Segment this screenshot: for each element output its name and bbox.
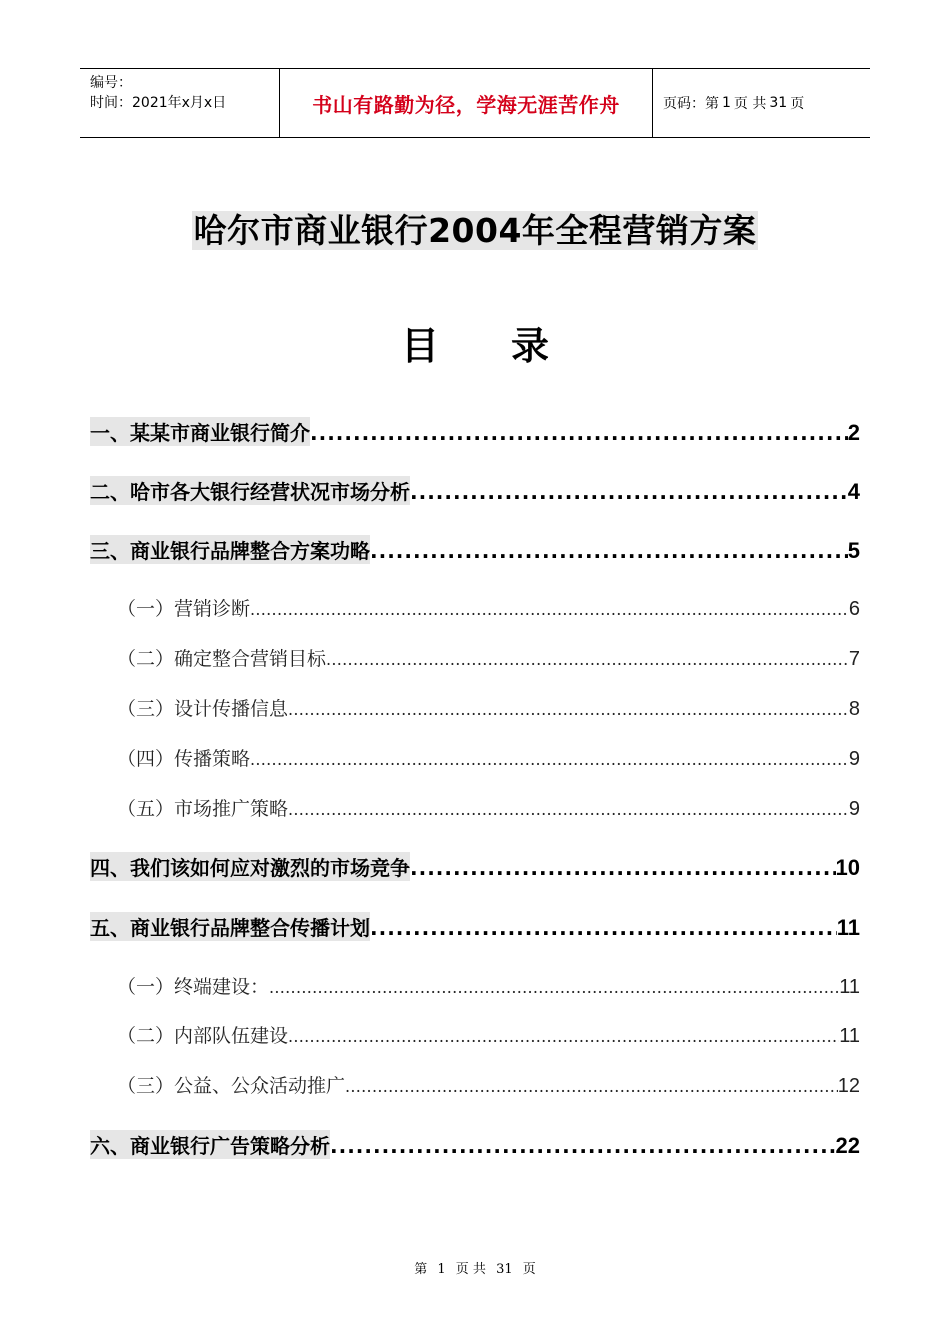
toc-entry[interactable] [90,535,860,564]
toc-leader-dots [370,539,848,563]
toc-heading [0,315,950,370]
document-title-text: 哈尔市商业银行2004年全程营销方案 [193,211,757,250]
number-label: 编号： [90,75,132,91]
header-page-cell [653,69,870,137]
toc-entry[interactable] [117,644,860,671]
toc-leader-dots [288,1027,839,1046]
toc-entry-page: 12 [837,1075,860,1097]
toc-leader-dots [345,1077,838,1096]
document-title [0,205,950,252]
toc-entry-page: 9 [848,748,860,770]
toc-entry[interactable] [117,694,860,721]
toc-leader-dots [269,978,839,997]
header-page-current: 1 [722,95,731,111]
toc-entry-page: 11 [839,976,860,998]
toc-entry-page: 8 [848,698,860,720]
toc-entry-page: 11 [839,1025,860,1047]
toc-entry-label: 五、商业银行品牌整合传播计划 [90,912,370,941]
toc-entry-page: 4 [847,479,860,504]
toc-entry[interactable] [117,972,860,999]
toc-entry[interactable] [90,417,860,446]
header-motto-cell [280,69,653,137]
toc-entry-page: 22 [835,1133,860,1158]
toc-entry-page: 11 [836,915,860,940]
footer-suffix: 页 [522,1262,536,1277]
toc-entry-page: 7 [848,648,860,670]
toc-entry-label: 一、某某市商业银行简介 [90,417,310,446]
toc-entry-label: 三、商业银行品牌整合方案功略 [90,535,370,564]
header-meta-cell [80,69,280,137]
toc-leader-dots [288,800,849,819]
time-label: 时间：2021年x月x日 [90,95,227,111]
header-page-prefix: 页码：第 [663,96,719,112]
footer-current: 1 [437,1262,446,1277]
toc-entry-label: （三）公益、公众活动推广 [117,1075,346,1097]
toc-leader-dots [326,650,849,669]
toc-leader-dots [330,1134,836,1158]
toc-entry-page: 5 [847,538,860,563]
toc-entry[interactable] [117,744,860,771]
toc-leader-dots [370,916,837,940]
toc-leader-dots [310,421,848,445]
toc-entry[interactable] [117,1021,860,1048]
toc-entry-label: 四、我们该如何应对激烈的市场竞争 [90,852,410,881]
footer-mid: 页 共 [455,1262,486,1277]
toc-entry-page: 9 [848,798,860,820]
toc-entry-label: （一）终端建设： [117,976,270,998]
toc-entry-label: （五）市场推广策略 [117,798,289,820]
toc-entry-page: 10 [835,855,860,880]
toc-entry[interactable] [90,1130,860,1159]
toc-entry[interactable] [90,476,860,505]
toc-entry-label: 六、商业银行广告策略分析 [90,1130,330,1159]
toc-leader-dots [410,480,848,504]
toc-entry-page: 6 [848,598,860,620]
page-footer [0,1258,950,1277]
toc-entry-label: （二）内部队伍建设 [117,1025,289,1047]
toc-entry[interactable] [117,594,860,621]
toc-heading-left: 目 [400,324,439,368]
toc-entry-label: 二、哈市各大银行经营状况市场分析 [90,476,410,505]
toc-entry-page: 2 [847,420,860,445]
toc-entry-label: （一）营销诊断 [117,598,251,620]
header-page-mid: 页 共 [733,96,767,112]
toc-entry-label: （二）确定整合营销目标 [117,648,327,670]
toc-entry[interactable] [117,1071,860,1098]
toc-leader-dots [250,600,849,619]
page-header-table [80,68,870,138]
toc-leader-dots [288,700,849,719]
footer-prefix: 第 [414,1262,428,1277]
toc-entry[interactable] [90,912,860,941]
toc-entry-label: （四）传播策略 [117,748,251,770]
footer-total: 31 [496,1262,513,1277]
toc-entry-label: （三）设计传播信息 [117,698,289,720]
header-page-suffix: 页 [790,96,805,112]
toc-leader-dots [410,856,836,880]
toc-heading-right: 录 [511,324,550,368]
header-page-total: 31 [769,95,788,111]
toc-entry[interactable] [117,794,860,821]
motto-text: 书山有路勤为径，学海无涯苦作舟 [312,92,620,117]
toc-leader-dots [250,750,849,769]
toc-entry[interactable] [90,852,860,881]
